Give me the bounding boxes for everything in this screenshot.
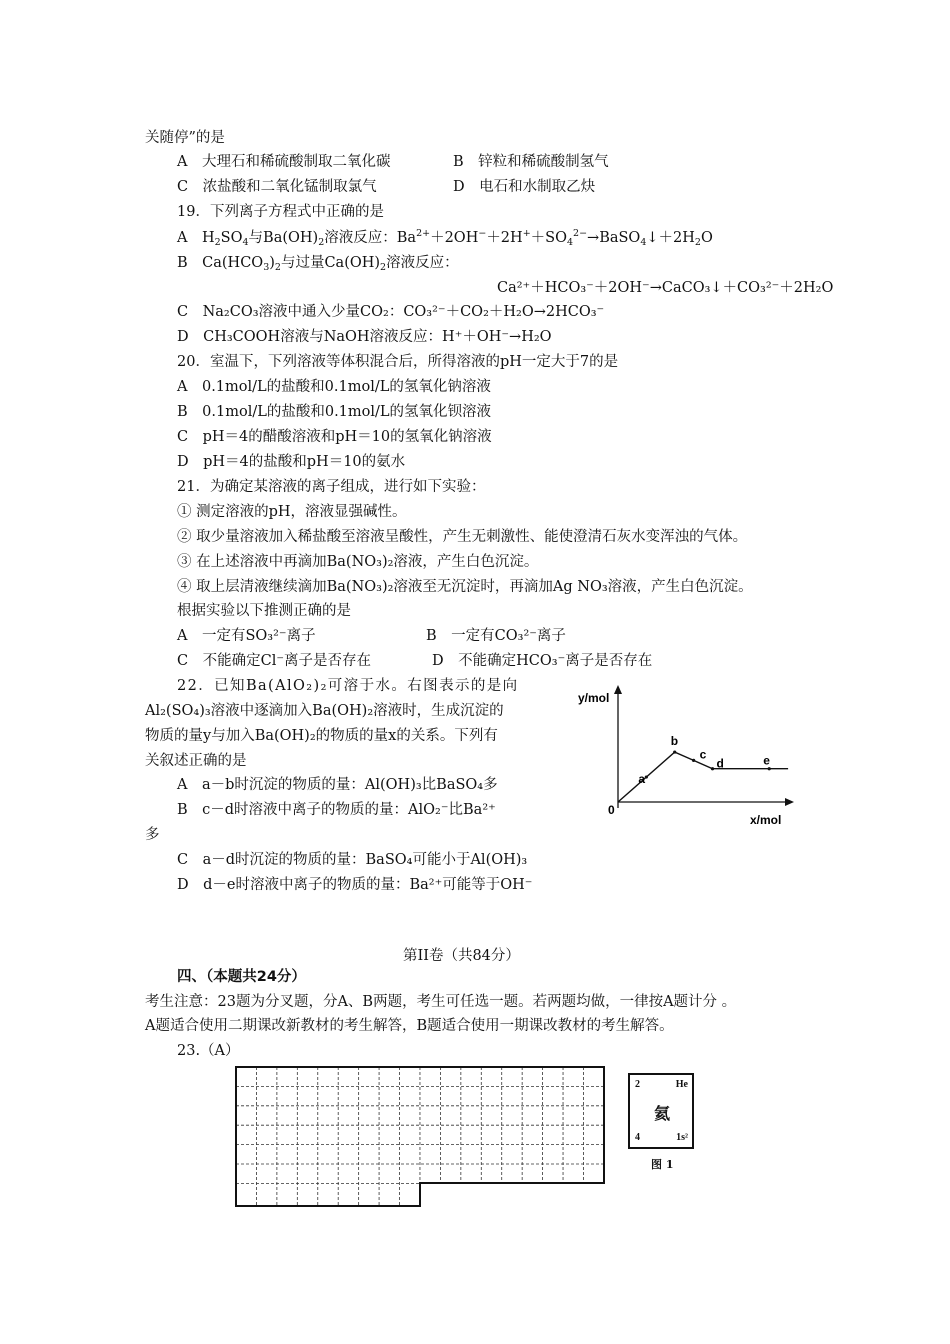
point-d-marker xyxy=(711,767,714,770)
q19-option-d: D CH₃COOH溶液与NaOH溶液反应：H⁺＋OH⁻→H₂O xyxy=(177,329,552,345)
q21-option-b: B 一定有CO₃²⁻离子 xyxy=(426,628,566,644)
q18-option-b: B 锌粒和稀硫酸制氢气 xyxy=(453,154,609,170)
question-23-label: 23.（A） xyxy=(177,1043,240,1059)
q21-step-1: ① 测定溶液的pH，溶液显强碱性。 xyxy=(177,504,407,520)
point-a-marker xyxy=(645,775,648,778)
q22-option-a: A a－b时沉淀的物质的量：Al(OH)₃比BaSO₄多 xyxy=(177,777,498,793)
q19-option-c: C Na₂CO₃溶液中通入少量CO₂：CO₃²⁻＋CO₂＋H₂O→2HCO₃⁻ xyxy=(177,304,605,320)
q18-option-c: C 浓盐酸和二氧化锰制取氯气 xyxy=(177,179,377,195)
q21-option-c: C 不能确定Cl⁻离子是否存在 xyxy=(177,653,371,669)
q18-option-d: D 电石和水制取乙炔 xyxy=(453,179,596,195)
q21-prompt: 根据实验以下推测正确的是 xyxy=(177,603,351,619)
part-2-title: 第II卷（共84分） xyxy=(403,948,520,964)
q21-step-3: ③ 在上述溶液中再滴加Ba(NO₃)₂溶液，产生白色沉淀。 xyxy=(177,554,539,570)
point-c-marker xyxy=(692,759,695,762)
question-20-stem: 20．室温下，下列溶液等体积混合后，所得溶液的pH一定大于7的是 xyxy=(177,354,619,370)
question-19-stem: 19．下列离子方程式中正确的是 xyxy=(177,204,384,220)
question-21-stem: 21．为确定某溶液的离子组成，进行如下实验： xyxy=(177,479,486,495)
q20-option-a: A 0.1mol/L的盐酸和0.1mol/L的氢氧化钠溶液 xyxy=(177,379,491,395)
q22-option-b-continued: 多 xyxy=(145,827,160,843)
q21-step-2: ② 取少量溶液加入稀盐酸至溶液呈酸性，产生无刺激性、能使澄清石灰水变浑浊的气体。 xyxy=(177,529,748,545)
q21-option-d: D 不能确定HCO₃⁻离子是否存在 xyxy=(432,653,653,669)
question-18-options-row2 xyxy=(177,177,877,197)
q19-option-b-equation: Ca²⁺＋HCO₃⁻＋2OH⁻→CaCO₃↓＋CO₃²⁻＋2H₂O xyxy=(497,280,834,296)
point-label-d: d xyxy=(716,756,724,771)
point-b-marker xyxy=(673,750,676,753)
q20-option-d: D pH＝4的盐酸和pH＝10的氨水 xyxy=(177,454,406,470)
electron-config: 1s² xyxy=(676,1132,688,1143)
mass-number: 4 xyxy=(635,1132,640,1143)
x-axis-arrow xyxy=(785,798,794,806)
q20-option-b: B 0.1mol/L的盐酸和0.1mol/L的氢氧化钡溶液 xyxy=(177,404,492,420)
chart-point-labels xyxy=(638,734,770,786)
element-symbol: He xyxy=(675,1079,688,1090)
question-22-line-3: 物质的量y与加入Ba(OH)₂的物质的量x的关系。下列有 xyxy=(145,728,498,744)
question-22-line-4: 关叙述正确的是 xyxy=(145,753,247,769)
series-line-0 xyxy=(618,752,713,802)
q21-options-row2 xyxy=(177,651,777,671)
atomic-number: 2 xyxy=(635,1079,640,1090)
question-22-line-1: 22．已知Ba(AlO₂)₂可溶于水。右图表示的是向 xyxy=(177,678,519,694)
section-4-note-2: A题适合使用二期课改新教材的考生解答，B题适合使用一期课改教材的考生解答。 xyxy=(145,1018,674,1034)
precipitate-chart xyxy=(578,682,800,830)
q22-option-b: B c－d时溶液中离子的物质的量：AlO₂⁻比Ba²⁺ xyxy=(177,802,496,818)
q21-option-a: A 一定有SO₃²⁻离子 xyxy=(177,628,316,644)
question-18-options-row1 xyxy=(177,152,877,172)
point-label-a: a xyxy=(638,772,646,787)
point-label-c: c xyxy=(699,747,707,762)
q18-option-a: A 大理石和稀硫酸制取二氧化碳 xyxy=(177,154,391,170)
q21-options-row1 xyxy=(177,626,777,646)
y-axis-label: y/mol xyxy=(578,691,610,705)
origin-label: 0 xyxy=(608,803,615,817)
q20-option-c: C pH＝4的醋酸溶液和pH＝10的氢氧化钠溶液 xyxy=(177,429,492,445)
section-4-note-1: 考生注意：23题为分叉题，分A、B两题，考生可任选一题。若两题均做，一律按A题计分 。 xyxy=(145,994,737,1010)
question-22-line-2: Al₂(SO₄)₃溶液中逐滴加入Ba(OH)₂溶液时，生成沉淀的 xyxy=(145,703,504,719)
figure-1-label: 图 1 xyxy=(651,1158,674,1171)
question-18-stem-tail: 关随停”的是 xyxy=(145,130,225,146)
periodic-table-grid xyxy=(230,1063,610,1211)
section-4-heading: 四、（本题共24分） xyxy=(177,969,306,985)
q22-option-c: C a－d时沉淀的物质的量：BaSO₄可能小于Al(OH)₃ xyxy=(177,852,528,868)
q21-step-4: ④ 取上层清液继续滴加Ba(NO₃)₂溶液至无沉淀时，再滴加Ag NO₃溶液，产生白色沉淀。 xyxy=(177,579,753,595)
q19-option-a: A $H_2SO_4$与$Ba(OH)_2$溶液反应：$Ba^{2+}+2OH^-+2H^++SO_4^{2-}\to BaSO_4↓+2H_2O$ xyxy=(177,228,713,248)
q19-option-b: B $Ca(HCO_3)_2$与过量$Ca(OH)_2$溶液反应： xyxy=(177,255,459,273)
point-label-e: e xyxy=(763,753,770,768)
x-axis-label: x/mol xyxy=(750,813,782,827)
y-axis-arrow xyxy=(614,685,622,694)
element-name: 氦 xyxy=(654,1106,671,1123)
q22-option-d: D d－e时溶液中离子的物质的量：Ba²⁺可能等于OH⁻ xyxy=(177,877,533,893)
point-label-b: b xyxy=(670,734,679,749)
helium-element-card xyxy=(628,1073,694,1149)
